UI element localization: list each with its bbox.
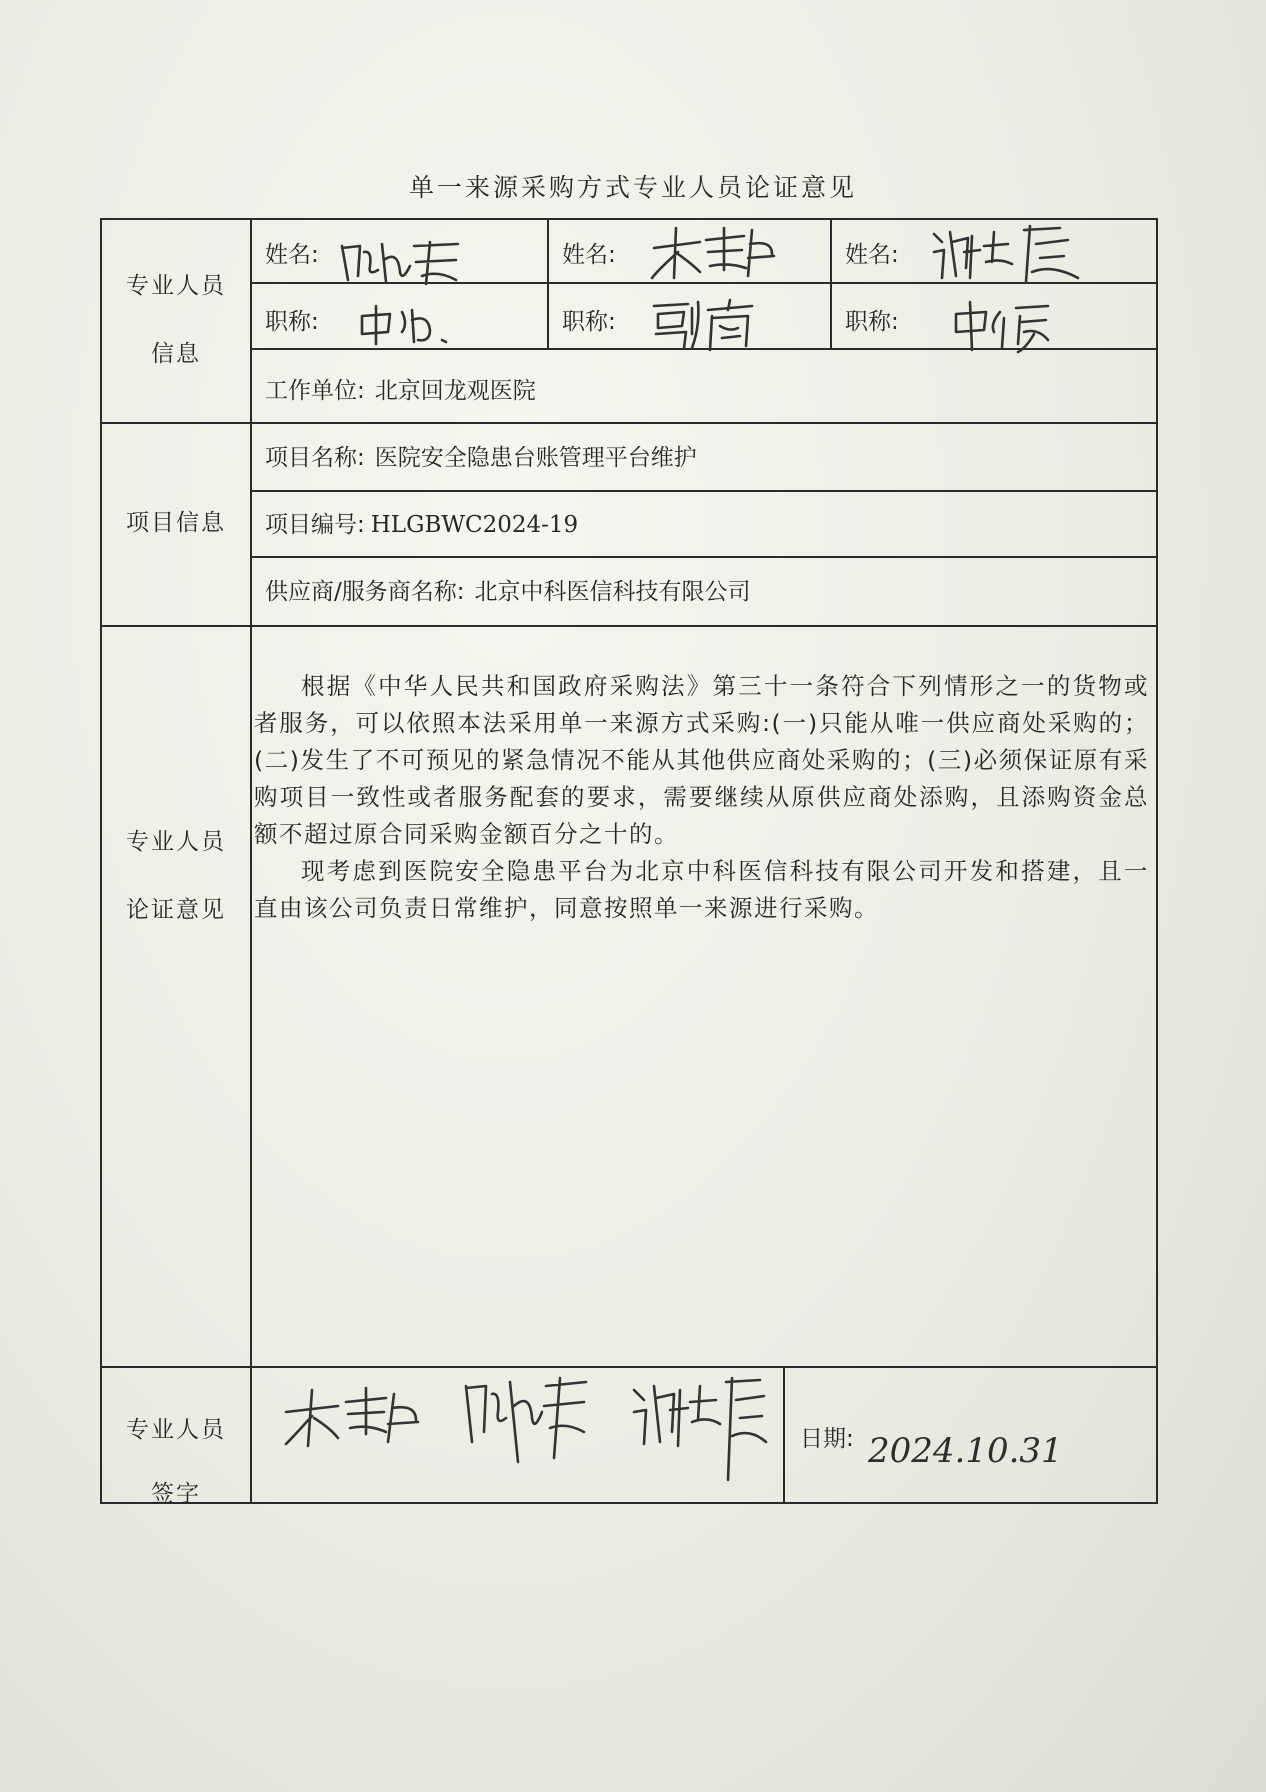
work-unit-row [265, 372, 536, 405]
opinion-section-label [102, 808, 250, 944]
form-table [100, 218, 1158, 1507]
title-label: 职称: [562, 309, 616, 335]
label-line: 签字 [151, 1481, 201, 1507]
work-unit-value: 北京回龙观医院 [374, 378, 536, 404]
handwritten-title-1 [356, 302, 456, 348]
grid-line [252, 556, 1156, 558]
project-name-label: 项目名称: [265, 445, 365, 471]
opinion-paragraph: 根据《中华人民共和国政府采购法》第三十一条符合下列情形之一的货物或者服务，可以依照本法采用单一来源方式采购:(一)只能从唯一供应商处采购的；(二)发生了不可预见的紧急情况不能从其他供应商处采购的；(三)必须保证原有采购项目一致性或者服务配套的要求，需要继续从原供应商处添购，且添购资金总额不超过原合同采购金额百分之十的。 [254, 672, 1149, 848]
signature-section-label [102, 1398, 250, 1526]
signature-3 [628, 1370, 768, 1482]
handwritten-title-2 [648, 296, 760, 352]
grid-line [102, 422, 1156, 424]
project-section-label [102, 489, 250, 557]
signature-2 [460, 1372, 590, 1464]
personnel-section-label [102, 252, 250, 388]
grid-line [102, 1366, 1156, 1368]
grid-line [547, 220, 549, 348]
signature-1 [282, 1382, 422, 1452]
supplier-row [265, 573, 751, 606]
name-label: 姓名: [265, 242, 319, 268]
label-line: 专业人员 [126, 829, 226, 855]
grid-line [783, 1366, 785, 1502]
handwritten-date [866, 1426, 1096, 1482]
opinion-paragraph: 现考虑到医院安全隐患平台为北京中科医信科技有限公司开发和搭建，且一直由该公司负责日常维护，同意按照单一来源进行采购。 [254, 857, 1149, 922]
project-name-row [265, 439, 697, 472]
name-label: 姓名: [562, 242, 616, 268]
date-value: 2024.10.31 [868, 1431, 1063, 1471]
project-no-row [265, 506, 578, 539]
label-line: 论证意见 [126, 897, 226, 923]
label-line: 项目信息 [126, 510, 226, 536]
label-line: 信息 [151, 341, 201, 367]
work-unit-label: 工作单位: [265, 378, 365, 404]
supplier-value: 北京中科医信科技有限公司 [474, 579, 751, 605]
title-label: 职称: [845, 309, 899, 335]
project-name-value: 医院安全隐患台账管理平台维护 [374, 445, 697, 471]
project-no-label: 项目编号: [265, 512, 365, 538]
date-label: 日期: [800, 1426, 854, 1452]
handwritten-name-2 [648, 222, 778, 284]
grid-line [102, 625, 1156, 627]
handwritten-name-1 [338, 236, 468, 288]
label-line: 专业人员 [126, 1417, 226, 1443]
project-no-value: HLGBWC2024-19 [370, 512, 579, 538]
title-label: 职称: [265, 309, 319, 335]
handwritten-title-3 [950, 298, 1060, 356]
grid-line [252, 490, 1156, 492]
name-label: 姓名: [845, 242, 899, 268]
opinion-body [254, 668, 1149, 927]
document-title: 单一来源采购方式专业人员论证意见 [408, 173, 857, 202]
handwritten-name-3 [928, 222, 1088, 288]
grid-line [250, 220, 252, 1502]
label-line: 专业人员 [126, 273, 226, 299]
grid-line [830, 220, 832, 348]
supplier-label: 供应商/服务商名称: [265, 579, 465, 605]
